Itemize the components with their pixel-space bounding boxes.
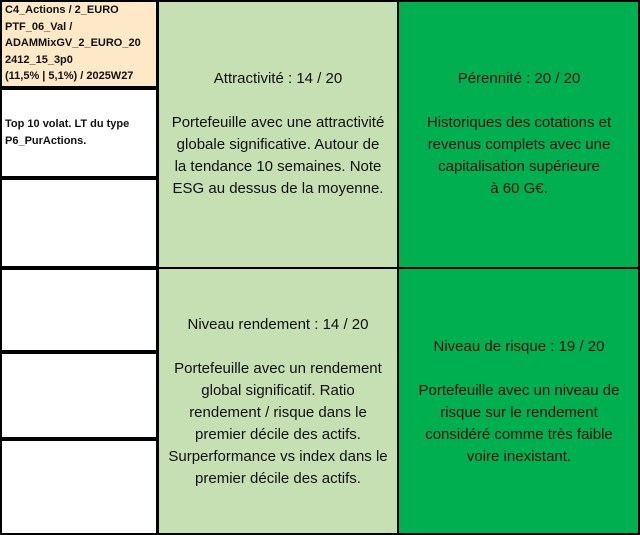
empty-cell-4: [0, 439, 158, 535]
header-line-3: ADAMMixGV_2_EURO_20: [5, 37, 141, 49]
attractivite-text: Portefeuille avec une attractivité globale significative. Autour de la tendance 10 semaines. Note ESG au dessus de la moyenne.: [171, 114, 385, 197]
perennite-title: Pérennité : 20 / 20: [457, 70, 581, 87]
rendement-title: Niveau rendement : 14 / 20: [187, 315, 369, 333]
empty-cell-3: [0, 352, 158, 439]
rendement-text: Portefeuille avec un rendement global significatif. Ratio rendement / risque dans le premier décile des actifs. Surperformance vs index dans le premier décile des actifs.: [168, 359, 388, 487]
header-line-4: 2412_15_3p0: [5, 53, 73, 66]
empty-cell-2: [0, 268, 158, 352]
empty-cell-1: [0, 178, 158, 268]
risque-pane: [398, 268, 640, 535]
portfolio-header-cell: [0, 0, 158, 88]
description-cell: [0, 88, 158, 178]
header-line-5: (11,5% | 5,1%) / 2025W27: [5, 70, 134, 82]
description-line-1: Top 10 volat. LT du type: [5, 118, 130, 130]
risque-title: Niveau de risque : 19 / 20: [433, 337, 605, 355]
perennite-text: Historiques des cotations et revenus complets avec une capitalisation supérieure à 60 G€.: [426, 114, 612, 197]
risque-text: Portefeuille avec un niveau de risque sur le rendement considéré comme très faible voire inexistant.: [418, 381, 620, 465]
description-line-2: P6_PurActions.: [5, 134, 87, 147]
perennite-pane: [398, 0, 640, 268]
header-line-1: C4_Actions / 2_EURO: [5, 4, 119, 16]
attractivite-title: Attractivité : 14 / 20: [213, 70, 343, 87]
rendement-pane: [158, 268, 398, 535]
header-line-2: PTF_06_Val /: [5, 20, 73, 33]
attractivite-pane: [158, 0, 398, 268]
